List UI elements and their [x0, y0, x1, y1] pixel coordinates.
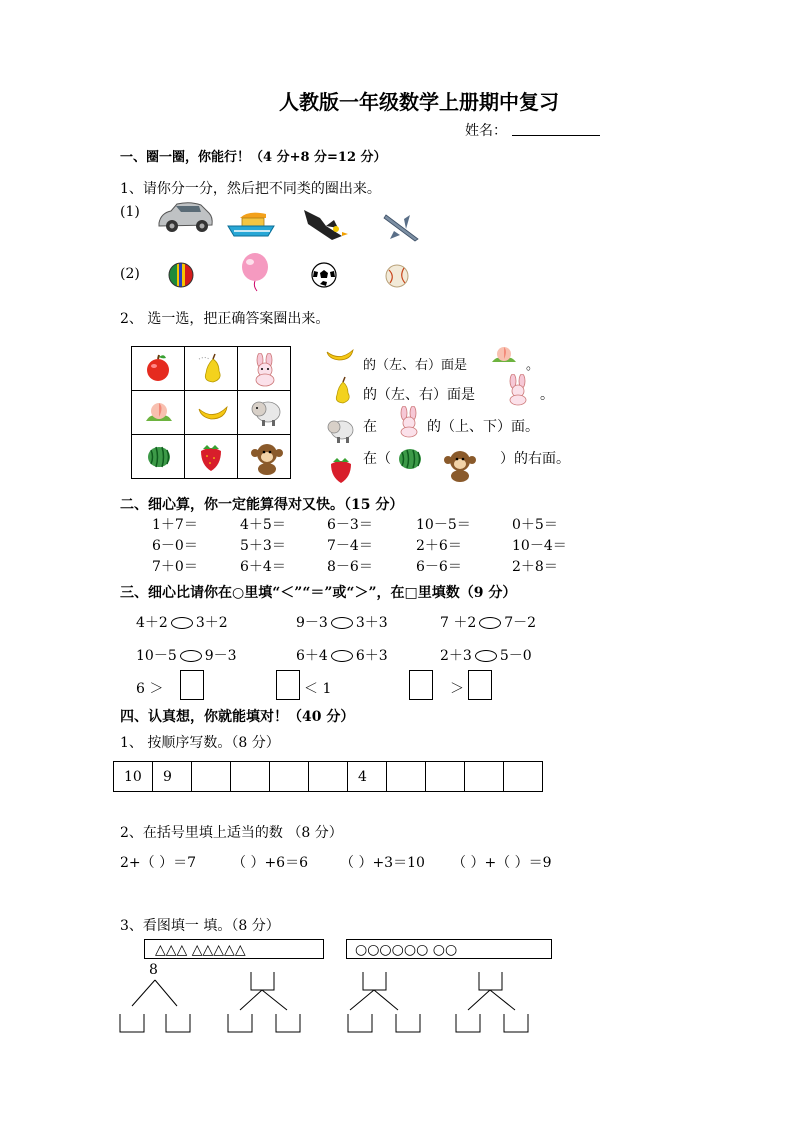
apple-icon: [144, 353, 172, 383]
answer-box: [348, 1014, 372, 1032]
compare-left: 7 ＋2: [440, 615, 477, 631]
sequence-cell[interactable]: [192, 762, 231, 792]
monkey-icon: [250, 441, 284, 475]
sequence-cell[interactable]: [387, 762, 426, 792]
grid-cell: [132, 391, 185, 435]
compare-item: [440, 645, 532, 665]
box-row-b-text: ＜ 1: [304, 681, 332, 697]
calc-item[interactable]: 6－6＝: [416, 559, 462, 575]
grid-cell: [185, 435, 238, 479]
compare-right: 9－3: [204, 648, 237, 664]
calc-item[interactable]: 6－3＝: [327, 517, 373, 533]
sequence-cell[interactable]: [309, 762, 348, 792]
answer-box: [120, 1014, 144, 1032]
section4-q1: 1、 按顺序写数。（8 分）: [120, 735, 280, 751]
compare-item: [296, 612, 388, 632]
watermelon-icon: [396, 446, 424, 472]
soccer-ball-icon[interactable]: [311, 262, 337, 288]
answer-box[interactable]: [409, 670, 433, 700]
answer-box: [479, 972, 502, 990]
grid-cell: [185, 347, 238, 391]
sequence-cell[interactable]: [231, 762, 270, 792]
sequence-cell: 10: [114, 762, 153, 792]
section3-heading: 三、细心比请你在○里填“＜”“＝”或“＞”，在□里填数（9 分）: [120, 585, 517, 601]
statement3-text: 的（上、下）面。: [427, 419, 539, 435]
answer-box: [504, 1014, 528, 1032]
peach-icon: [144, 397, 174, 427]
compare-right: 3＋3: [355, 615, 388, 631]
ship-icon[interactable]: [226, 210, 276, 240]
compare-oval[interactable]: [331, 650, 353, 662]
calc-item[interactable]: 10－4＝: [512, 538, 567, 554]
box-row-a-text: 6 ＞: [136, 681, 164, 697]
calc-item[interactable]: 7－4＝: [327, 538, 373, 554]
answer-box: [251, 972, 274, 990]
sequence-cell[interactable]: [426, 762, 465, 792]
box-row-c-text: ＞: [450, 681, 464, 697]
compare-item: [440, 612, 536, 632]
statement4-pre: 在（: [363, 451, 391, 467]
pear-icon: [330, 376, 354, 406]
sequence-cell: 9: [153, 762, 192, 792]
rabbit-icon: [394, 406, 424, 438]
calc-item[interactable]: 2＋6＝: [416, 538, 462, 554]
section1-heading: 一、圈一圈，你能行！（4 分+8 分=12 分）: [120, 150, 387, 165]
number-split-diagrams: [110, 968, 550, 1036]
fill-item[interactable]: （ ）+（ ）＝9: [452, 855, 552, 871]
calc-item[interactable]: 4＋5＝: [240, 517, 286, 533]
compare-left: 4＋2: [136, 615, 168, 631]
section2-heading: 二、细心算，你一定能算得对又快。（15 分）: [120, 497, 404, 513]
compare-left: 2＋3: [440, 648, 472, 664]
compare-right: 3＋2: [195, 615, 228, 631]
banana-icon: [197, 403, 229, 427]
section4-q2: 2、在括号里填上适当的数 （8 分）: [120, 825, 343, 841]
compare-right: 6＋3: [355, 648, 388, 664]
rabbit-icon: [250, 353, 280, 387]
sheep-icon: [326, 416, 354, 446]
compare-item: [136, 645, 237, 665]
triangle-box: △△△ △△△△△: [144, 939, 324, 959]
peach-icon: [490, 342, 518, 368]
balloon-icon[interactable]: [240, 252, 270, 292]
section1-q2: 2、 选一选，把正确答案圈出来。: [120, 311, 330, 327]
section1-q1: 1、请你分一分，然后把不同类的圈出来。: [120, 181, 381, 197]
statement2-text: 的（左、右）面是: [363, 387, 475, 403]
circle-box: ○○○○○○ ○○: [346, 939, 552, 959]
split-top-number: 8: [149, 962, 158, 978]
answer-box: [396, 1014, 420, 1032]
monkey-icon: [443, 448, 477, 482]
strawberry-icon: [197, 441, 225, 473]
calc-item[interactable]: 10－5＝: [416, 517, 471, 533]
section4-q3: 3、看图填一 填。（8 分）: [120, 918, 280, 934]
watermelon-icon: [144, 441, 174, 471]
statement2-end: 。: [540, 387, 554, 403]
statement1-text: 的（左、右）面是: [363, 358, 468, 373]
bird-icon[interactable]: [302, 206, 348, 246]
answer-box[interactable]: [180, 670, 204, 700]
baseball-icon[interactable]: [384, 263, 410, 289]
striped-ball-icon[interactable]: [168, 262, 194, 288]
row2-label: (2): [120, 266, 140, 282]
compare-left: 6＋4: [296, 648, 328, 664]
grid-cell: [238, 347, 291, 391]
section4-heading: 四、认真想，你就能填对！（40 分）: [120, 709, 355, 725]
grid-cell: [132, 435, 185, 479]
answer-box[interactable]: [276, 670, 300, 700]
compare-right: 7－2: [504, 615, 537, 631]
fill-item[interactable]: （ ）+6＝6: [232, 855, 308, 871]
compare-left: 10－5: [136, 648, 177, 664]
calc-item[interactable]: 6－0＝: [152, 538, 198, 554]
sequence-cell[interactable]: [504, 762, 543, 792]
strawberry-icon: [328, 454, 354, 484]
name-blank-line[interactable]: [512, 135, 600, 136]
compare-oval[interactable]: [180, 650, 202, 662]
answer-box: [276, 1014, 300, 1032]
compare-item: [296, 645, 388, 665]
position-grid: [131, 346, 291, 479]
rabbit-icon: [503, 374, 533, 406]
name-label: 姓名：: [465, 123, 507, 139]
compare-item: [136, 612, 228, 632]
answer-box: [228, 1014, 252, 1032]
compare-left: 9－3: [296, 615, 328, 631]
grid-cell: [132, 347, 185, 391]
fill-item[interactable]: （ ）+3＝10: [340, 855, 425, 871]
sequence-cell[interactable]: [270, 762, 309, 792]
answer-box: [363, 972, 386, 990]
compare-oval[interactable]: [171, 617, 193, 629]
compare-oval[interactable]: [475, 650, 497, 662]
answer-box: [166, 1014, 190, 1032]
calc-item[interactable]: 5＋3＝: [240, 538, 286, 554]
grid-cell: [238, 391, 291, 435]
pear-icon: [197, 353, 227, 385]
sheep-icon: [250, 397, 282, 427]
car-icon[interactable]: [155, 199, 215, 235]
compare-oval[interactable]: [479, 617, 501, 629]
calc-item[interactable]: 1＋7＝: [152, 517, 198, 533]
airplane-icon[interactable]: [382, 209, 422, 245]
calc-item[interactable]: 7＋0＝: [152, 559, 198, 575]
calc-item[interactable]: 8－6＝: [327, 559, 373, 575]
row1-label: (1): [120, 204, 140, 220]
calc-item[interactable]: 0＋5＝: [512, 517, 558, 533]
grid-cell: [185, 391, 238, 435]
statement3-pre: 在: [363, 419, 377, 435]
statement1-end: 。: [526, 358, 540, 373]
banana-icon: [326, 348, 354, 366]
sequence-cell: 4: [348, 762, 387, 792]
answer-box[interactable]: [468, 670, 492, 700]
sequence-table: [113, 761, 543, 792]
fill-item[interactable]: 2+（ ）＝7: [120, 855, 196, 871]
statement4-text: ）的右面。: [500, 451, 570, 467]
grid-cell: [238, 435, 291, 479]
calc-item[interactable]: 2＋8＝: [512, 559, 558, 575]
calc-item[interactable]: 6＋4＝: [240, 559, 286, 575]
answer-box: [456, 1014, 480, 1032]
compare-oval[interactable]: [331, 617, 353, 629]
page-title: 人教版一年级数学上册期中复习: [279, 90, 559, 114]
sequence-cell[interactable]: [465, 762, 504, 792]
compare-right: 5－0: [499, 648, 532, 664]
